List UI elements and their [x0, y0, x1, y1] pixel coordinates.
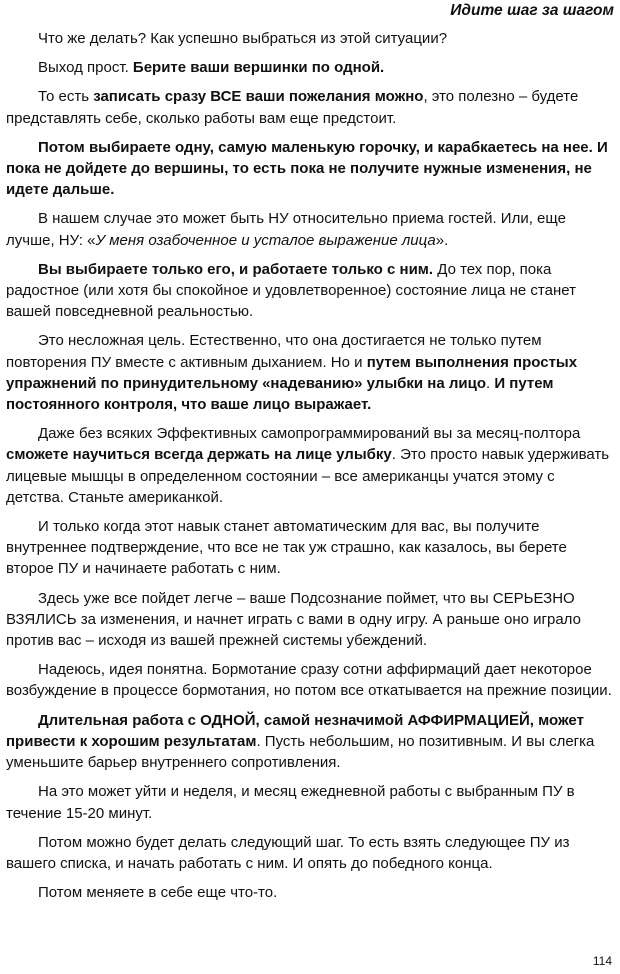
bold-text: Длительная работа с ОДНОЙ, самой незначимой АФФИРМАЦИЕЙ, может привести к хорошим результатам	[6, 711, 584, 750]
paragraph	[6, 28, 614, 49]
paragraph	[6, 588, 614, 652]
text-run: В нашем случае это может быть НУ относительно приема гостей. Или, еще лучше, НУ: «	[6, 210, 566, 249]
paragraph	[6, 781, 614, 823]
text-run: До тех пор, пока радостное (или хотя бы спокойное и удовлетворенное) состояние лица не станет вашей повседневной реальностью.	[6, 260, 576, 321]
bold-text: Вы выбираете только его, и работаете только с ним.	[38, 260, 434, 278]
text-run: Потом можно будет делать следующий шаг. То есть взять следующее ПУ из вашего списка, и начать работать с ним. И опять до победного конца.	[6, 833, 570, 872]
paragraph	[6, 659, 614, 701]
text-run: .	[486, 374, 495, 392]
bold-text: Потом выбираете одну, самую маленькую горочку, и карабкаетесь на нее. И пока не дойдете до вершины, то есть пока не получите нужные изменения, не идете дальше.	[6, 138, 608, 199]
bold-text: Берите ваши вершинки по одной.	[132, 59, 385, 77]
text-run: . Пусть небольшим, но позитивным. И вы слегка уменьшите барьер внутреннего сопротивления.	[6, 732, 595, 772]
paragraph	[6, 259, 614, 323]
paragraph	[6, 516, 614, 580]
text-run: Это несложная цель. Естественно, что она достигается не только путем повторения ПУ вместе с активным дыханием. Но и	[6, 332, 542, 371]
page-number: 114	[592, 954, 612, 968]
paragraph	[6, 208, 614, 250]
paragraph	[6, 710, 614, 774]
paragraph	[6, 330, 614, 415]
text-run: . Это просто навык удерживать лицевые мышцы в определенном состоянии – все американцы учатся этому с детства. Станьте американкой.	[6, 446, 610, 506]
paragraph	[6, 57, 614, 78]
body-text	[6, 28, 614, 911]
paragraph	[6, 86, 614, 128]
text-run: И только когда этот навык станет автоматическим для вас, вы получите внутреннее подтверждение, что все не так уж страшно, как казалось, вы берете второе ПУ и начинаете работать с ним.	[6, 518, 567, 578]
paragraph	[6, 423, 614, 508]
running-header: Идите шаг за шагом	[450, 2, 614, 19]
bold-text: записать сразу ВСЕ ваши пожелания можно	[93, 88, 424, 106]
paragraph	[6, 832, 614, 874]
bold-text: путем выполнения простых упражнений по принудительному «надеванию» улыбки на лицо	[6, 353, 578, 392]
text-run: Даже без всяких Эффективных самопрограммирований вы за месяц-полтора	[38, 425, 581, 443]
text-run: Здесь уже все пойдет легче – ваше Подсознание поймет, что вы СЕРЬЕЗНО ВЗЯЛИСЬ за изменения, и начнет играть с вами в одну игру. А раньше оно играло против вас – исходя из вашей прежней системы убеждений.	[6, 589, 581, 650]
text-run: , это полезно – будете представлять себе, сколько работы вам еще предстоит.	[6, 88, 579, 127]
text-run: Выход прост.	[38, 59, 133, 77]
text-run: Потом меняете в себе еще что-то.	[38, 884, 278, 902]
paragraph	[6, 882, 614, 903]
text-run: ».	[435, 231, 449, 249]
text-run: То есть	[38, 88, 94, 106]
text-run: На это может уйти и неделя, и месяц ежедневной работы с выбранным ПУ в течение 15-20 минут.	[6, 783, 575, 822]
bold-text: И путем постоянного контроля, что ваше лицо выражает.	[6, 374, 554, 414]
bold-text: сможете научиться всегда держать на лице улыбку	[6, 446, 392, 464]
text-run: Надеюсь, идея понятна. Бормотание сразу сотни аффирмаций дает некоторое возбуждение в процессе бормотания, но потом все откатывается на прежние позиции.	[6, 661, 612, 700]
text-run: Что же делать? Как успешно выбраться из этой ситуации?	[38, 30, 448, 47]
paragraph	[6, 137, 614, 201]
italic-text: У меня озабоченное и усталое выражение лица	[95, 231, 436, 249]
